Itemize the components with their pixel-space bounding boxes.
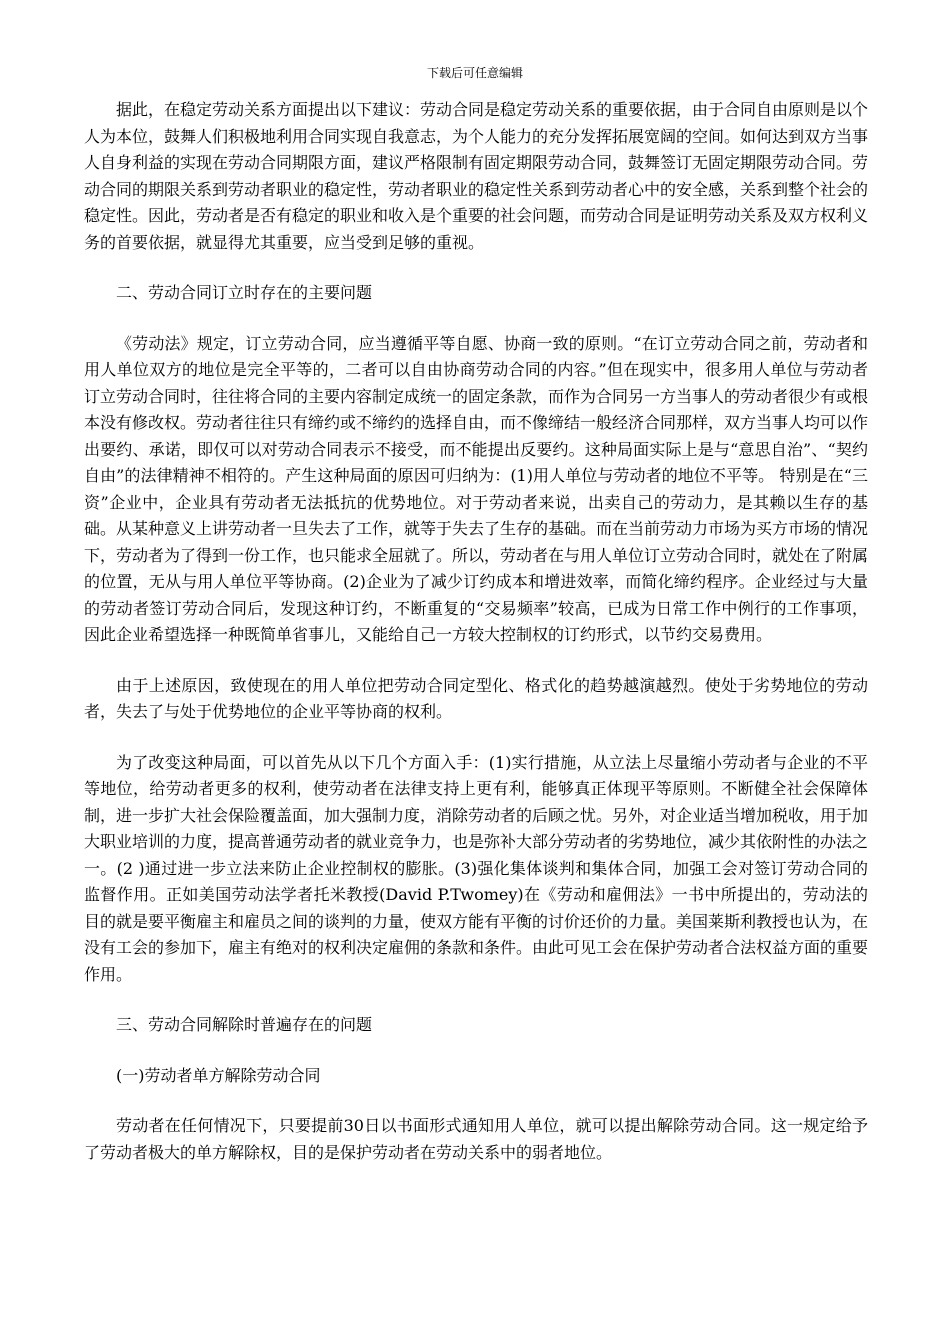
section-heading-3: 三、劳动合同解除时普遍存在的问题	[116, 1015, 373, 1034]
document-body	[84, 97, 868, 1190]
paragraph-standardized-contracts: 由于上述原因，致使现在的用人单位把劳动合同定型化、格式化的趋势越演越烈。使处于劣势地位的劳动者，失去了与处于优势地位的企业平等协商的权利。	[84, 675, 868, 721]
paragraph-suggestions: 据此，在稳定劳动关系方面提出以下建议：劳动合同是稳定劳动关系的重要依据，由于合同自由原则是以个人为本位，鼓舞人们积极地利用合同实现自我意志，为个人能力的充分发挥拓展宽阔的空间。如何达到双方当事人自身利益的实现在劳动合同期限方面，建议严格限制有固定期限劳动合同，鼓舞签订无固定期限劳动合同。劳动合同的期限关系到劳动者职业的稳定性，劳动者职业的稳定性关系到劳动者心中的安全感，关系到整个社会的稳定性。因此，劳动者是否有稳定的职业和收入是个重要的社会问题，而劳动合同是证明劳动关系及双方权利义务的首要依据，就显得尤其重要，应当受到足够的重视。	[84, 100, 869, 252]
paragraph-labor-law-principles: 《劳动法》规定，订立劳动合同，应当遵循平等自愿、协商一致的原则。“在订立劳动合同之前，劳动者和用人单位双方的地位是完全平等的，二者可以自由协商劳动合同的内容。”但在现实中，很多用人单位与劳动者订立劳动合同时，往往将合同的主要内容制定成统一的固定条款，而作为合同另一方当事人的劳动者很少有或根本没有修改权。劳动者往往只有缔约或不缔约的选择自由，而不像缔结一般经济合同那样，双方当事人均可以作出要约、承诺，即仅可以对劳动合同表示不接受，而不能提出反要约。这种局面实际上是与“意思自治”、“契约自由”的法律精神不相符的。产生这种局面的原因可归纳为：(1)用人单位与劳动者的地位不平等。 特别是在“三资”企业中，企业具有劳动者无法抵抗的优势地位。对于劳动者来说，出卖自己的劳动力，是其赖以生存的基础。从某种意义上讲劳动者一旦失去了工作，就等于失去了生存的基础。而在当前劳动力市场为买方市场的情况下，劳动者为了得到一份工作，也只能求全屈就了。所以，劳动者在与用人单位订立劳动合同时，就处在了附属的位置，无从与用人单位平等协商。(2)企业为了减少订约成本和增进效率，而简化缔约程序。企业经过与大量的劳动者签订劳动合同后，发现这种订约，不断重复的“交易频率”较高，已成为日常工作中例行的工作事项，因此企业希望选择一种既简单省事儿，又能给自己一方较大控制权的订约形式，以节约交易费用。	[84, 333, 869, 644]
section-heading-2: 二、劳动合同订立时存在的主要问题	[116, 283, 373, 302]
paragraph-remedies: 为了改变这种局面，可以首先从以下几个方面入手：(1)实行措施，从立法上尽量缩小劳动者与企业的不平等地位，给劳动者更多的权利，使劳动者在法律支持上更有利，能够真正体现平等原则。不断健全社会保障体制，进一步扩大社会保险覆盖面，加大强制力度，消除劳动者的后顾之忧。另外，对企业适当增加税收，用于加大职业培训的力度，提高普通劳动者的就业竞争力，也是弥补大部分劳动者的劣势地位，减少其依附性的办法之一。(2 )通过进一步立法来防止企业控制权的膨胀。(3)强化集体谈判和集体合同，加强工会对签订劳动合同的监督作用。正如美国劳动法学者托米教授(David P.Twomey)在《劳动和雇佣法》一书中所提出的，劳动法的目的就是要平衡雇主和雇员之间的谈判的力量，使双方能有平衡的讨价还价的力量。美国莱斯利教授也认为，在没有工会的参加下，雇主有绝对的权利决定雇佣的条款和条件。由此可见工会在保护劳动者合法权益方面的重要作用。	[84, 752, 869, 984]
page-header-note: 下载后可任意编辑	[426, 66, 523, 80]
paragraph-unilateral-termination: 劳动者在任何情况下，只要提前30日以书面形式通知用人单位，就可以提出解除劳动合同。这一规定给予了劳动者极大的单方解除权，目的是保护劳动者在劳动关系中的弱者地位。	[84, 1116, 868, 1162]
subsection-heading-3-1: (一)劳动者单方解除劳动合同	[116, 1065, 321, 1085]
